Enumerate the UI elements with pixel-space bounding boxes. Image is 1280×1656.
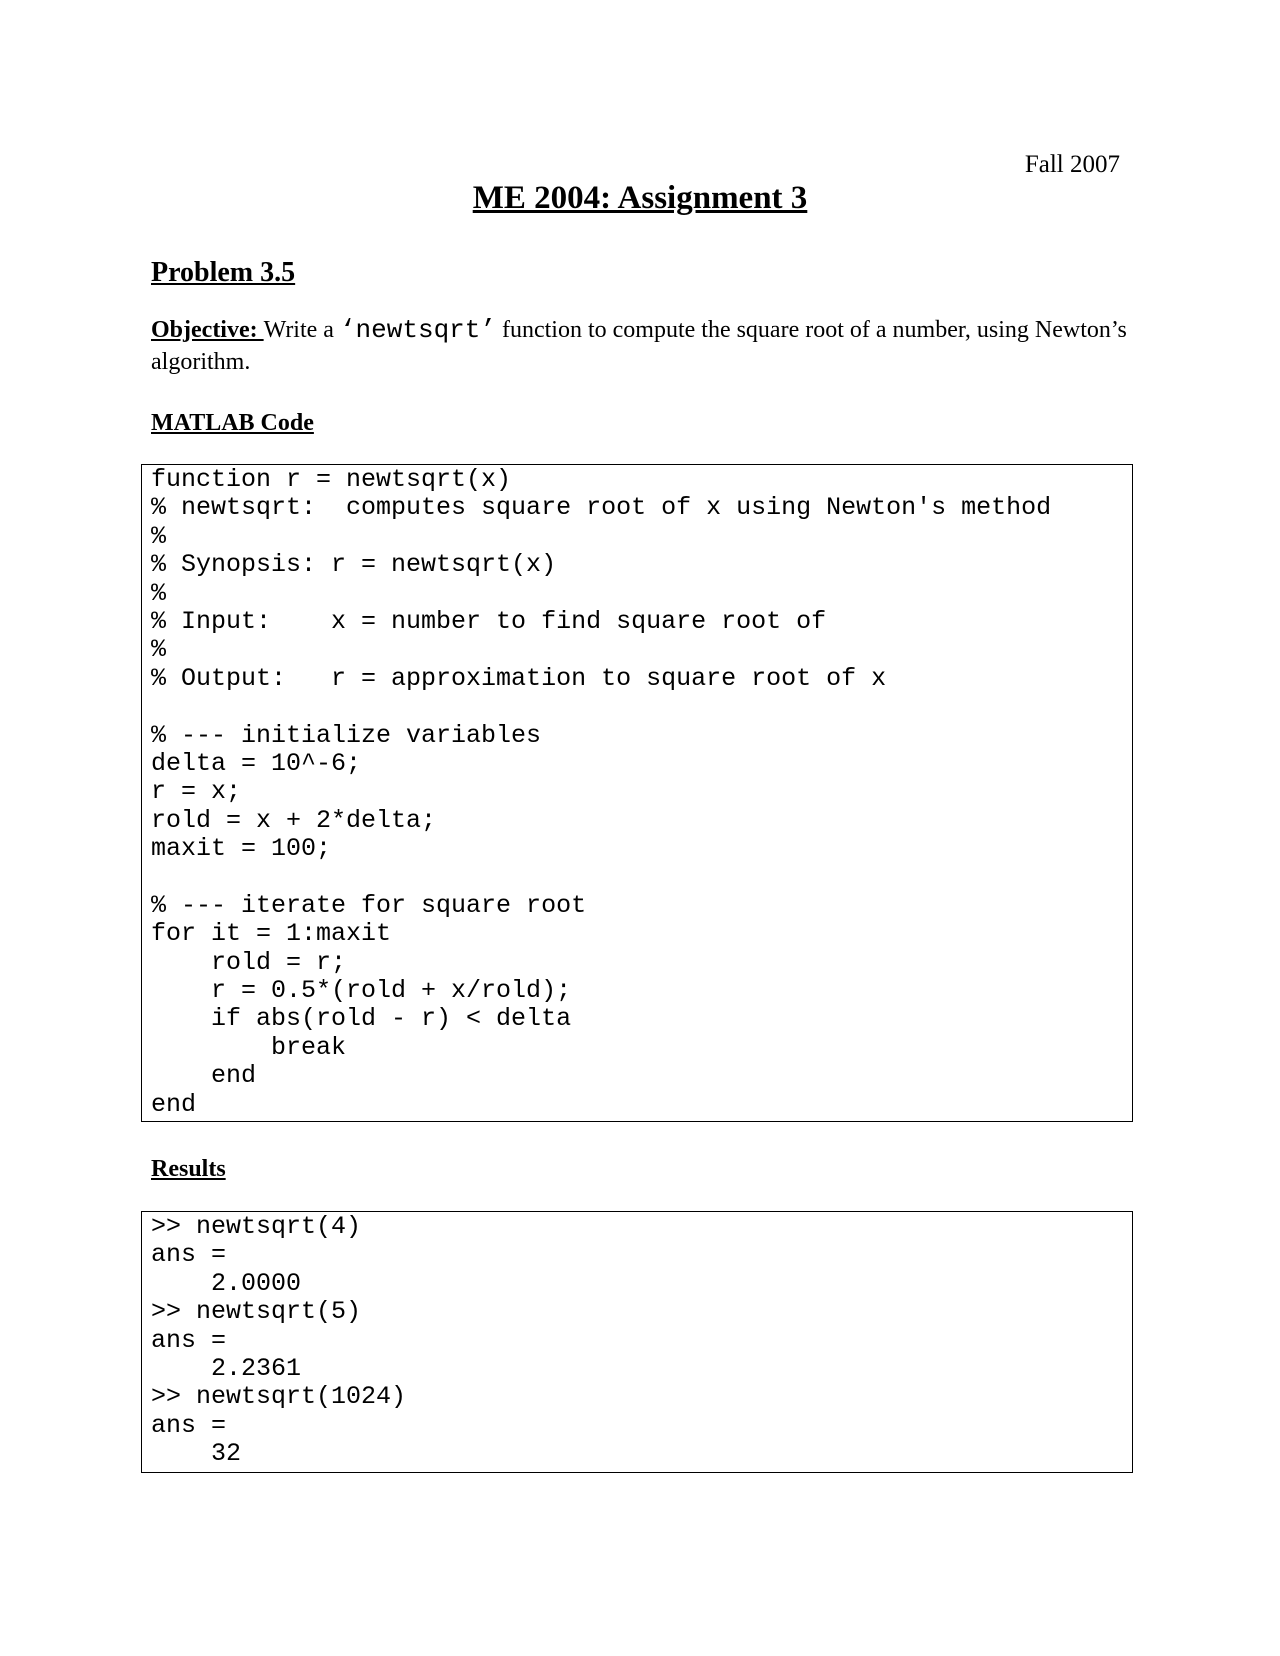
result-line: ans = — [151, 1325, 227, 1355]
code-line: r = x; — [151, 777, 242, 807]
code-line: rold = r; — [151, 947, 347, 977]
code-line: rold = x + 2*delta; — [151, 805, 437, 835]
code-line: maxit = 100; — [151, 834, 332, 864]
code-line: % Synopsis: r = newtsqrt(x) — [151, 550, 557, 580]
objective-paragraph — [151, 314, 1141, 378]
result-line: 2.2361 — [151, 1353, 302, 1383]
objective-prefix: Write a — [263, 317, 340, 343]
code-line — [151, 863, 1132, 891]
result-line: >> newtsqrt(4) — [151, 1212, 362, 1241]
code-line: for it = 1:maxit — [151, 919, 392, 949]
result-line: ans = — [151, 1240, 227, 1270]
results-block — [141, 1211, 1133, 1473]
code-line: delta = 10^-6; — [151, 748, 362, 778]
page-title: ME 2004: Assignment 3 — [472, 180, 808, 216]
code-line: r = 0.5*(rold + x/rold); — [151, 976, 572, 1006]
matlab-code-block — [141, 464, 1133, 1122]
document-date: Fall 2007 — [1024, 151, 1120, 178]
code-line: end — [151, 1089, 197, 1119]
code-line: % newtsqrt: computes square root of x using Newton's method — [151, 493, 1052, 523]
code-line: % Output: r = approximation to square root of x — [151, 663, 887, 693]
code-line: % --- initialize variables — [151, 720, 542, 750]
code-line: function r = newtsqrt(x) — [151, 465, 512, 494]
objective-function-name: ‘newtsqrt’ — [339, 315, 496, 345]
result-line: >> newtsqrt(5) — [151, 1297, 362, 1327]
result-line: >> newtsqrt(1024) — [151, 1382, 407, 1412]
code-line: % — [151, 578, 167, 608]
code-line: % — [151, 635, 167, 665]
code-line: % — [151, 521, 167, 551]
objective-suffix: function to compute the square root of a number, using Newton’s algorithm. — [151, 317, 1127, 375]
code-line: % Input: x = number to find square root of — [151, 606, 827, 636]
result-line: 2.0000 — [151, 1268, 302, 1298]
result-line: ans = — [151, 1410, 227, 1440]
results-heading: Results — [151, 1156, 226, 1182]
code-line — [151, 693, 1132, 721]
code-line: % --- iterate for square root — [151, 890, 587, 920]
objective-label: Objective: — [151, 317, 264, 343]
result-line: 32 — [151, 1439, 242, 1469]
code-line: if abs(rold - r) < delta — [151, 1004, 572, 1034]
code-line: end — [151, 1061, 257, 1091]
code-line: break — [151, 1032, 347, 1062]
problem-heading: Problem 3.5 — [151, 257, 296, 288]
matlab-code-heading: MATLAB Code — [151, 410, 314, 436]
